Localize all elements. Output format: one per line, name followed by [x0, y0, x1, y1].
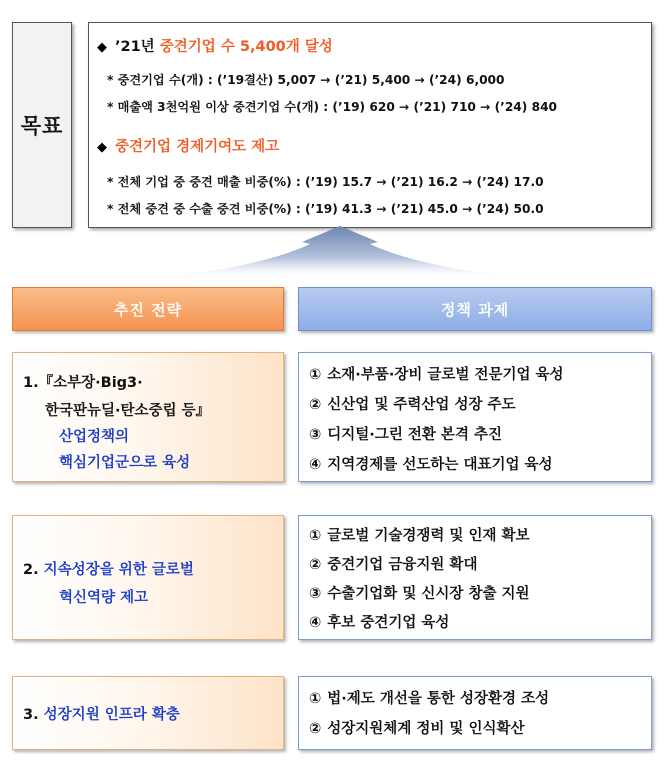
- task-text: 글로벌 기술경쟁력 및 인재 확보: [327, 528, 530, 544]
- task-text: 지역경제를 선도하는 대표기업 육성: [327, 457, 553, 473]
- diamond-bullet-icon: ◆: [97, 40, 107, 55]
- strategy-number: 2.: [23, 562, 39, 578]
- strategy-2-line-1: [23, 558, 194, 579]
- goal-metric-line: * 매출액 3천억원 이상 중견기업 수(개) : (’19) 620 → (’21) 710 → (’24) 840: [107, 100, 558, 114]
- task-item: [309, 363, 564, 384]
- strategy-2-text: 지속성장을 위한 글로벌: [43, 562, 194, 578]
- task-text: 소재·부품·장비 글로벌 전문기업 육성: [327, 367, 564, 383]
- strategy-1-line-4: 핵심기업군으로 육성: [59, 455, 191, 471]
- goal-headline-1: [97, 35, 333, 56]
- task-item: [309, 393, 516, 414]
- task-text: 법·제도 개선을 통한 성장환경 조성: [327, 691, 550, 707]
- strategy-3-text: 성장지원 인프라 확충: [43, 707, 180, 723]
- tasks-header: [298, 287, 652, 331]
- task-text: 성장지원체계 정비 및 인식확산: [327, 721, 525, 737]
- strategy-number: 1.: [23, 375, 39, 391]
- task-item: [309, 524, 530, 545]
- goal-label-text: 목표: [20, 114, 64, 138]
- strategy-1-line-2: 한국판뉴딜·탄소중립 등』: [45, 403, 211, 419]
- strategy-box-1: [12, 352, 284, 482]
- strategy-1-line-3: 산업정책의: [59, 429, 130, 445]
- task-number-mark: ②: [309, 557, 322, 573]
- tasks-box-2: [298, 515, 652, 640]
- task-text: 신산업 및 주력산업 성장 주도: [327, 397, 516, 413]
- task-item: [309, 582, 530, 603]
- goal-metric-line: * 전체 기업 중 중견 매출 비중(%) : (’19) 15.7 → (’21) 16.2 → (’24) 17.0: [107, 175, 544, 189]
- goal-box: [88, 22, 652, 228]
- strategy-box-2: [12, 515, 284, 640]
- task-item: [309, 423, 502, 444]
- task-item: [309, 553, 477, 574]
- strategy-header-label: 추진 전략: [113, 300, 183, 319]
- task-text: 중견기업 금융지원 확대: [327, 557, 478, 573]
- task-number-mark: ②: [309, 397, 322, 413]
- goal-headline-1-prefix: ’21년: [115, 39, 160, 55]
- goal-headline-1-highlight: 중견기업 수 5,400개 달성: [159, 39, 333, 55]
- strategy-3-line-1: [23, 703, 180, 724]
- task-item: [309, 687, 549, 708]
- goal-headline-2: [97, 135, 279, 156]
- task-number-mark: ①: [309, 528, 322, 544]
- task-number-mark: ④: [309, 457, 322, 473]
- goal-label: [12, 22, 72, 228]
- task-item: [309, 611, 449, 632]
- task-text: 후보 중견기업 육성: [327, 615, 450, 631]
- strategy-header: [12, 287, 284, 331]
- task-text: 디지털·그린 전환 본격 추진: [327, 427, 503, 443]
- task-number-mark: ②: [309, 721, 322, 737]
- strategy-2-line-2: 혁신역량 제고: [59, 590, 149, 606]
- tasks-header-label: 정책 과제: [440, 300, 510, 319]
- task-text: 수출기업화 및 신시장 창출 지원: [327, 586, 530, 602]
- goal-metric-line: * 중견기업 수(개) : (’19결산) 5,007 → (’21) 5,400 → (’24) 6,000: [107, 73, 505, 87]
- task-number-mark: ①: [309, 367, 322, 383]
- strategy-1-line-1: [23, 371, 143, 392]
- task-number-mark: ④: [309, 615, 322, 631]
- task-number-mark: ③: [309, 586, 322, 602]
- task-item: [309, 717, 525, 738]
- tasks-box-1: [298, 352, 652, 482]
- diamond-bullet-icon: ◆: [97, 140, 107, 155]
- goal-metric-line: * 전체 중견 중 수출 중견 비중(%) : (’19) 41.3 → (’21) 45.0 → (’24) 50.0: [107, 202, 544, 216]
- strategy-1-text: 『소부장·Big3·: [38, 375, 143, 391]
- strategy-box-3: [12, 676, 284, 750]
- goal-headline-2-highlight: 중견기업 경제기여도 제고: [115, 139, 280, 155]
- task-number-mark: ③: [309, 427, 322, 443]
- task-item: [309, 453, 553, 474]
- tasks-box-3: [298, 676, 652, 750]
- strategy-number: 3.: [23, 707, 39, 723]
- up-arrow-icon: [140, 224, 540, 280]
- task-number-mark: ①: [309, 691, 322, 707]
